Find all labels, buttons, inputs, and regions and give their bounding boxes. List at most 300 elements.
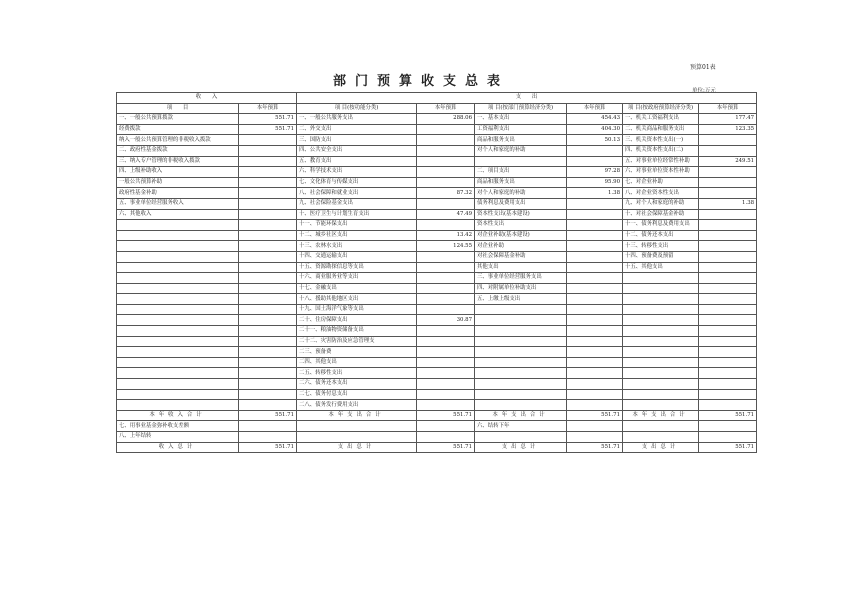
func-budget-header: 本年预算 xyxy=(417,103,475,114)
prev-carry-row xyxy=(117,432,757,443)
income-budget-cell: 551.71 xyxy=(239,442,297,453)
income-budget-cell xyxy=(239,368,297,379)
dept-econ-budget-cell xyxy=(567,198,623,209)
income-budget-cell xyxy=(239,283,297,294)
income-item-cell: 七、用事业基金弥补收支差额 xyxy=(117,421,239,432)
gov-econ-budget-cell xyxy=(699,357,757,368)
dept-econ-item-cell: 本年支出合计 xyxy=(475,410,567,421)
gov-econ-budget-cell: 1.38 xyxy=(699,198,757,209)
gov-econ-budget-cell xyxy=(699,432,757,443)
dept-econ-budget-cell: 551.71 xyxy=(567,410,623,421)
gov-econ-budget-cell xyxy=(699,167,757,178)
func-item-cell: 二、外交支出 xyxy=(297,124,417,135)
income-item-cell xyxy=(117,241,239,252)
table-row xyxy=(117,389,757,400)
income-item-cell xyxy=(117,262,239,273)
func-budget-cell xyxy=(417,167,475,178)
table-row xyxy=(117,220,757,231)
income-item-cell xyxy=(117,357,239,368)
func-budget-cell xyxy=(417,336,475,347)
gov-econ-budget-cell xyxy=(699,283,757,294)
func-item-header: 项 目(按功能分类) xyxy=(297,103,417,114)
gov-econ-item-cell: 六、对事业单位资本性补助 xyxy=(623,167,699,178)
gov-econ-budget-cell xyxy=(699,230,757,241)
dept-econ-budget-cell xyxy=(567,432,623,443)
dept-econ-item-cell: 五、上缴上级支出 xyxy=(475,294,567,305)
func-budget-cell: 551.71 xyxy=(417,442,475,453)
dept-econ-budget-cell xyxy=(567,220,623,231)
dept-econ-item-cell: 工资福利支出 xyxy=(475,124,567,135)
gov-econ-budget-cell xyxy=(699,336,757,347)
income-budget-cell xyxy=(239,262,297,273)
dept-econ-item-cell: 债务利息及费用支出 xyxy=(475,198,567,209)
dept-econ-item-cell xyxy=(475,432,567,443)
gov-econ-item-cell xyxy=(623,347,699,358)
func-item-cell xyxy=(297,432,417,443)
func-item-cell: 二三、预备费 xyxy=(297,347,417,358)
func-budget-cell: 551.71 xyxy=(417,410,475,421)
dept-econ-budget-cell: 1.38 xyxy=(567,188,623,199)
gov-econ-item-cell xyxy=(623,315,699,326)
gov-econ-item-cell xyxy=(623,304,699,315)
dept-econ-item-cell: 资本性支出 xyxy=(475,220,567,231)
gov-econ-item-cell xyxy=(623,326,699,337)
gov-econ-budget-cell: 249.51 xyxy=(699,156,757,167)
gov-econ-item-cell: 一、机关工资福利支出 xyxy=(623,114,699,125)
gov-econ-item-cell: 五、对事业单位经常性补助 xyxy=(623,156,699,167)
gov-econ-item-cell xyxy=(623,273,699,284)
dept-econ-item-cell: 对个人和家庭的补助 xyxy=(475,188,567,199)
income-item-cell: 四、上级补助收入 xyxy=(117,167,239,178)
func-item-cell xyxy=(297,421,417,432)
dept-econ-item-cell: 对社会保障基金补助 xyxy=(475,251,567,262)
func-item-cell: 二七、债务付息支出 xyxy=(297,389,417,400)
table-row xyxy=(117,230,757,241)
dept-econ-item-cell xyxy=(475,400,567,411)
table-row xyxy=(117,336,757,347)
func-item-cell: 六、科学技术支出 xyxy=(297,167,417,178)
income-item-cell xyxy=(117,304,239,315)
func-item-cell: 二四、其他支出 xyxy=(297,357,417,368)
income-budget-cell xyxy=(239,198,297,209)
gov-econ-budget-cell xyxy=(699,220,757,231)
dept-econ-budget-cell xyxy=(567,336,623,347)
income-budget-cell xyxy=(239,145,297,156)
func-budget-cell xyxy=(417,124,475,135)
income-item-cell: 六、其他收入 xyxy=(117,209,239,220)
income-item-cell xyxy=(117,336,239,347)
func-budget-cell xyxy=(417,135,475,146)
carry-row xyxy=(117,421,757,432)
header-row-group xyxy=(117,93,757,104)
income-budget-cell xyxy=(239,379,297,390)
gov-econ-budget-cell xyxy=(699,379,757,390)
income-budget-cell xyxy=(239,273,297,284)
table-row xyxy=(117,304,757,315)
gov-econ-item-cell: 十一、债务利息及费用支出 xyxy=(623,220,699,231)
gov-econ-item-cell xyxy=(623,421,699,432)
income-item-cell: 纳入一般公共预算管理的非税收入拨款 xyxy=(117,135,239,146)
gov-econ-budget-cell xyxy=(699,304,757,315)
table-row xyxy=(117,241,757,252)
func-item-cell: 二十、住房保障支出 xyxy=(297,315,417,326)
dept-econ-item-cell: 对企业补助 xyxy=(475,241,567,252)
income-item-cell xyxy=(117,251,239,262)
income-item-cell: 经费拨款 xyxy=(117,124,239,135)
func-budget-cell xyxy=(417,357,475,368)
func-item-cell: 二六、债务还本支出 xyxy=(297,379,417,390)
dept-econ-item-cell: 商品和服务支出 xyxy=(475,177,567,188)
gov-econ-item-cell xyxy=(623,357,699,368)
table-row xyxy=(117,368,757,379)
func-budget-cell xyxy=(417,294,475,305)
table-row xyxy=(117,145,757,156)
income-budget-cell: 551.71 xyxy=(239,114,297,125)
gov-econ-budget-cell xyxy=(699,421,757,432)
dept-econ-budget-header: 本年预算 xyxy=(567,103,623,114)
dept-econ-budget-cell xyxy=(567,273,623,284)
income-item-cell xyxy=(117,230,239,241)
gov-econ-budget-cell xyxy=(699,262,757,273)
dept-econ-budget-cell: 454.43 xyxy=(567,114,623,125)
income-item-cell: 一般公共预算补助 xyxy=(117,177,239,188)
income-budget-cell: 551.71 xyxy=(239,410,297,421)
table-row xyxy=(117,273,757,284)
dept-econ-item-cell xyxy=(475,389,567,400)
income-budget-cell xyxy=(239,241,297,252)
func-budget-cell xyxy=(417,283,475,294)
expense-header: 支 出 xyxy=(297,93,757,104)
income-budget-cell xyxy=(239,251,297,262)
func-budget-cell: 30.87 xyxy=(417,315,475,326)
func-budget-cell xyxy=(417,347,475,358)
income-budget-header: 本年预算 xyxy=(239,103,297,114)
income-item-cell xyxy=(117,326,239,337)
func-budget-cell xyxy=(417,251,475,262)
dept-econ-budget-cell xyxy=(567,357,623,368)
dept-econ-item-cell: 商品和服务支出 xyxy=(475,135,567,146)
gov-econ-budget-cell: 123.35 xyxy=(699,124,757,135)
budget-table xyxy=(116,92,757,453)
income-budget-cell xyxy=(239,389,297,400)
gov-econ-item-cell: 本年支出合计 xyxy=(623,410,699,421)
income-item-cell xyxy=(117,389,239,400)
dept-econ-budget-cell xyxy=(567,326,623,337)
func-item-cell: 一、一般公共服务支出 xyxy=(297,114,417,125)
income-header: 收 入 xyxy=(117,93,297,104)
gov-econ-item-cell: 十二、债务还本支出 xyxy=(623,230,699,241)
income-item-cell xyxy=(117,379,239,390)
func-budget-cell xyxy=(417,368,475,379)
income-budget-cell xyxy=(239,177,297,188)
dept-econ-budget-cell xyxy=(567,294,623,305)
dept-econ-item-cell xyxy=(475,315,567,326)
gov-econ-item-cell xyxy=(623,379,699,390)
gov-econ-budget-cell xyxy=(699,326,757,337)
func-budget-cell xyxy=(417,177,475,188)
gov-econ-item-cell xyxy=(623,283,699,294)
func-item-cell: 二五、转移性支出 xyxy=(297,368,417,379)
gov-econ-budget-cell xyxy=(699,273,757,284)
income-item-cell: 一、一般公共预算拨款 xyxy=(117,114,239,125)
dept-econ-budget-cell: 97.28 xyxy=(567,167,623,178)
gov-econ-budget-cell xyxy=(699,389,757,400)
gov-econ-budget-cell: 551.71 xyxy=(699,410,757,421)
income-item-cell xyxy=(117,400,239,411)
income-budget-cell xyxy=(239,220,297,231)
gov-econ-item-cell: 十、对社会保障基金补助 xyxy=(623,209,699,220)
table-row xyxy=(117,177,757,188)
gov-econ-budget-cell: 177.47 xyxy=(699,114,757,125)
gov-econ-item-cell xyxy=(623,432,699,443)
grand-total-row xyxy=(117,442,757,453)
page-title: 部门预算收支总表 xyxy=(332,74,509,89)
income-budget-cell xyxy=(239,315,297,326)
dept-econ-budget-cell: 404.30 xyxy=(567,124,623,135)
dept-econ-item-cell: 对个人和家庭的补助 xyxy=(475,145,567,156)
gov-econ-budget-cell xyxy=(699,400,757,411)
dept-econ-budget-cell xyxy=(567,315,623,326)
dept-econ-item-cell xyxy=(475,156,567,167)
gov-econ-item-cell xyxy=(623,294,699,305)
income-item-cell: 政府性基金补助 xyxy=(117,188,239,199)
income-budget-cell xyxy=(239,357,297,368)
table-row xyxy=(117,283,757,294)
dept-econ-item-cell xyxy=(475,357,567,368)
gov-econ-budget-cell xyxy=(699,241,757,252)
dept-econ-budget-cell xyxy=(567,251,623,262)
dept-econ-budget-cell xyxy=(567,347,623,358)
income-budget-cell xyxy=(239,304,297,315)
income-budget-cell xyxy=(239,347,297,358)
func-budget-cell: 124.55 xyxy=(417,241,475,252)
income-budget-cell xyxy=(239,421,297,432)
dept-econ-budget-cell xyxy=(567,209,623,220)
table-row xyxy=(117,315,757,326)
dept-econ-item-cell: 二、项目支出 xyxy=(475,167,567,178)
func-item-cell: 七、文化体育与传媒支出 xyxy=(297,177,417,188)
func-budget-cell xyxy=(417,262,475,273)
gov-econ-item-cell xyxy=(623,400,699,411)
dept-econ-item-cell: 三、事业单位经营服务支出 xyxy=(475,273,567,284)
func-budget-cell xyxy=(417,389,475,400)
dept-econ-budget-cell xyxy=(567,421,623,432)
income-budget-cell xyxy=(239,336,297,347)
dept-econ-budget-cell xyxy=(567,230,623,241)
dept-econ-item-cell: 其他支出 xyxy=(475,262,567,273)
func-item-cell: 八、社会保障和就业支出 xyxy=(297,188,417,199)
dept-econ-budget-cell xyxy=(567,389,623,400)
income-item-cell: 八、上年结转 xyxy=(117,432,239,443)
gov-econ-budget-cell xyxy=(699,177,757,188)
income-budget-cell xyxy=(239,156,297,167)
gov-econ-item-cell: 十三、转移性支出 xyxy=(623,241,699,252)
func-budget-cell xyxy=(417,273,475,284)
income-budget-cell xyxy=(239,135,297,146)
func-item-cell: 二十一、粮油物资储备支出 xyxy=(297,326,417,337)
income-budget-cell xyxy=(239,326,297,337)
dept-econ-item-cell xyxy=(475,336,567,347)
func-item-cell: 四、公共安全支出 xyxy=(297,145,417,156)
gov-econ-budget-cell xyxy=(699,368,757,379)
table-row xyxy=(117,209,757,220)
income-item-cell xyxy=(117,220,239,231)
dept-econ-item-header: 项 目(按部门预算经济分类) xyxy=(475,103,567,114)
dept-econ-item-cell: 支出总计 xyxy=(475,442,567,453)
table-row xyxy=(117,326,757,337)
income-budget-cell xyxy=(239,230,297,241)
dept-econ-budget-cell xyxy=(567,262,623,273)
gov-econ-budget-cell xyxy=(699,145,757,156)
func-budget-cell xyxy=(417,326,475,337)
dept-econ-item-cell: 对企业补助(基本建设) xyxy=(475,230,567,241)
gov-econ-item-cell: 四、机关资本性支出(二) xyxy=(623,145,699,156)
func-item-cell: 本年支出合计 xyxy=(297,410,417,421)
gov-econ-item-cell: 十四、预备费及预留 xyxy=(623,251,699,262)
income-budget-cell xyxy=(239,167,297,178)
income-budget-cell xyxy=(239,294,297,305)
table-row xyxy=(117,251,757,262)
func-item-cell: 十八、援助其他地区支出 xyxy=(297,294,417,305)
table-row xyxy=(117,135,757,146)
table-row xyxy=(117,400,757,411)
income-budget-cell xyxy=(239,400,297,411)
dept-econ-item-cell xyxy=(475,379,567,390)
income-budget-cell xyxy=(239,188,297,199)
table-row xyxy=(117,156,757,167)
func-item-cell: 二十二、灾害防治及应急管理支 xyxy=(297,336,417,347)
func-item-cell: 九、社会保险基金支出 xyxy=(297,198,417,209)
income-item-cell xyxy=(117,283,239,294)
dept-econ-item-cell: 一、基本支出 xyxy=(475,114,567,125)
dept-econ-item-cell: 四、对附属单位补助支出 xyxy=(475,283,567,294)
income-item-header: 项 目 xyxy=(117,103,239,114)
func-budget-cell: 87.32 xyxy=(417,188,475,199)
func-item-cell: 十六、商业服务业等支出 xyxy=(297,273,417,284)
gov-econ-budget-cell xyxy=(699,135,757,146)
gov-econ-budget-header: 本年预算 xyxy=(699,103,757,114)
gov-econ-item-cell: 十五、其他支出 xyxy=(623,262,699,273)
form-number: 预算01表 xyxy=(690,64,716,71)
dept-econ-budget-cell: 50.13 xyxy=(567,135,623,146)
table-row xyxy=(117,357,757,368)
income-item-cell xyxy=(117,315,239,326)
income-item-cell xyxy=(117,294,239,305)
dept-econ-budget-cell: 95.90 xyxy=(567,177,623,188)
gov-econ-budget-cell xyxy=(699,251,757,262)
income-budget-cell xyxy=(239,209,297,220)
table-row xyxy=(117,167,757,178)
gov-econ-item-cell: 二、机关商品和服务支出 xyxy=(623,124,699,135)
table-row xyxy=(117,294,757,305)
func-item-cell: 十四、交通运输支出 xyxy=(297,251,417,262)
func-budget-cell xyxy=(417,145,475,156)
func-item-cell: 支出总计 xyxy=(297,442,417,453)
table-row xyxy=(117,262,757,273)
func-budget-cell xyxy=(417,379,475,390)
table-row xyxy=(117,379,757,390)
func-budget-cell xyxy=(417,421,475,432)
func-item-cell: 五、教育支出 xyxy=(297,156,417,167)
dept-econ-item-cell xyxy=(475,304,567,315)
gov-econ-budget-cell xyxy=(699,347,757,358)
table-row xyxy=(117,114,757,125)
unit-label: 单位:万元 xyxy=(692,88,716,94)
gov-econ-item-cell: 九、对个人和家庭的补助 xyxy=(623,198,699,209)
gov-econ-item-cell: 支出总计 xyxy=(623,442,699,453)
header-row-columns xyxy=(117,103,757,114)
gov-econ-budget-cell xyxy=(699,294,757,305)
func-budget-cell: 288.06 xyxy=(417,114,475,125)
income-item-cell xyxy=(117,347,239,358)
table-row xyxy=(117,188,757,199)
gov-econ-budget-cell xyxy=(699,209,757,220)
dept-econ-item-cell xyxy=(475,347,567,358)
income-item-cell: 收入总计 xyxy=(117,442,239,453)
gov-econ-budget-cell: 551.71 xyxy=(699,442,757,453)
gov-econ-budget-cell xyxy=(699,188,757,199)
income-item-cell: 三、纳入专户管理的非税收入拨款 xyxy=(117,156,239,167)
income-item-cell: 二、政府性基金拨款 xyxy=(117,145,239,156)
table-row xyxy=(117,124,757,135)
dept-econ-budget-cell: 551.71 xyxy=(567,442,623,453)
gov-econ-item-header: 项 目(按政府预算经济分类) xyxy=(623,103,699,114)
func-budget-cell xyxy=(417,432,475,443)
income-budget-cell: 551.71 xyxy=(239,124,297,135)
func-item-cell: 三、国防支出 xyxy=(297,135,417,146)
func-budget-cell xyxy=(417,304,475,315)
func-item-cell: 十一、节能环保支出 xyxy=(297,220,417,231)
dept-econ-budget-cell xyxy=(567,283,623,294)
func-budget-cell xyxy=(417,400,475,411)
income-item-cell: 五、事业单位经营服务收入 xyxy=(117,198,239,209)
dept-econ-budget-cell xyxy=(567,304,623,315)
dept-econ-budget-cell xyxy=(567,145,623,156)
func-item-cell: 十七、金融支出 xyxy=(297,283,417,294)
dept-econ-item-cell xyxy=(475,368,567,379)
dept-econ-item-cell xyxy=(475,326,567,337)
gov-econ-item-cell: 七、对企业补助 xyxy=(623,177,699,188)
func-item-cell: 十三、农林水支出 xyxy=(297,241,417,252)
func-budget-cell xyxy=(417,156,475,167)
func-budget-cell xyxy=(417,220,475,231)
dept-econ-budget-cell xyxy=(567,368,623,379)
table-row xyxy=(117,198,757,209)
gov-econ-item-cell xyxy=(623,389,699,400)
gov-econ-item-cell: 三、机关资本性支出(一) xyxy=(623,135,699,146)
income-item-cell xyxy=(117,368,239,379)
gov-econ-item-cell: 八、对企业资本性支出 xyxy=(623,188,699,199)
func-item-cell: 二八、债务发行费用支出 xyxy=(297,400,417,411)
func-budget-cell: 13.42 xyxy=(417,230,475,241)
dept-econ-budget-cell xyxy=(567,241,623,252)
dept-econ-item-cell: 六、结转下年 xyxy=(475,421,567,432)
func-item-cell: 十五、资源勘探信息等支出 xyxy=(297,262,417,273)
func-item-cell: 十、医疗卫生与计划生育支出 xyxy=(297,209,417,220)
func-item-cell: 十二、城乡社区支出 xyxy=(297,230,417,241)
dept-econ-budget-cell xyxy=(567,156,623,167)
gov-econ-item-cell xyxy=(623,336,699,347)
dept-econ-budget-cell xyxy=(567,379,623,390)
gov-econ-budget-cell xyxy=(699,315,757,326)
income-item-cell: 本年收入合计 xyxy=(117,410,239,421)
func-item-cell: 十九、国土海洋气象等支出 xyxy=(297,304,417,315)
total-row xyxy=(117,410,757,421)
gov-econ-item-cell xyxy=(623,368,699,379)
dept-econ-item-cell: 资本性支出(基本建设) xyxy=(475,209,567,220)
func-budget-cell xyxy=(417,198,475,209)
func-budget-cell: 47.49 xyxy=(417,209,475,220)
